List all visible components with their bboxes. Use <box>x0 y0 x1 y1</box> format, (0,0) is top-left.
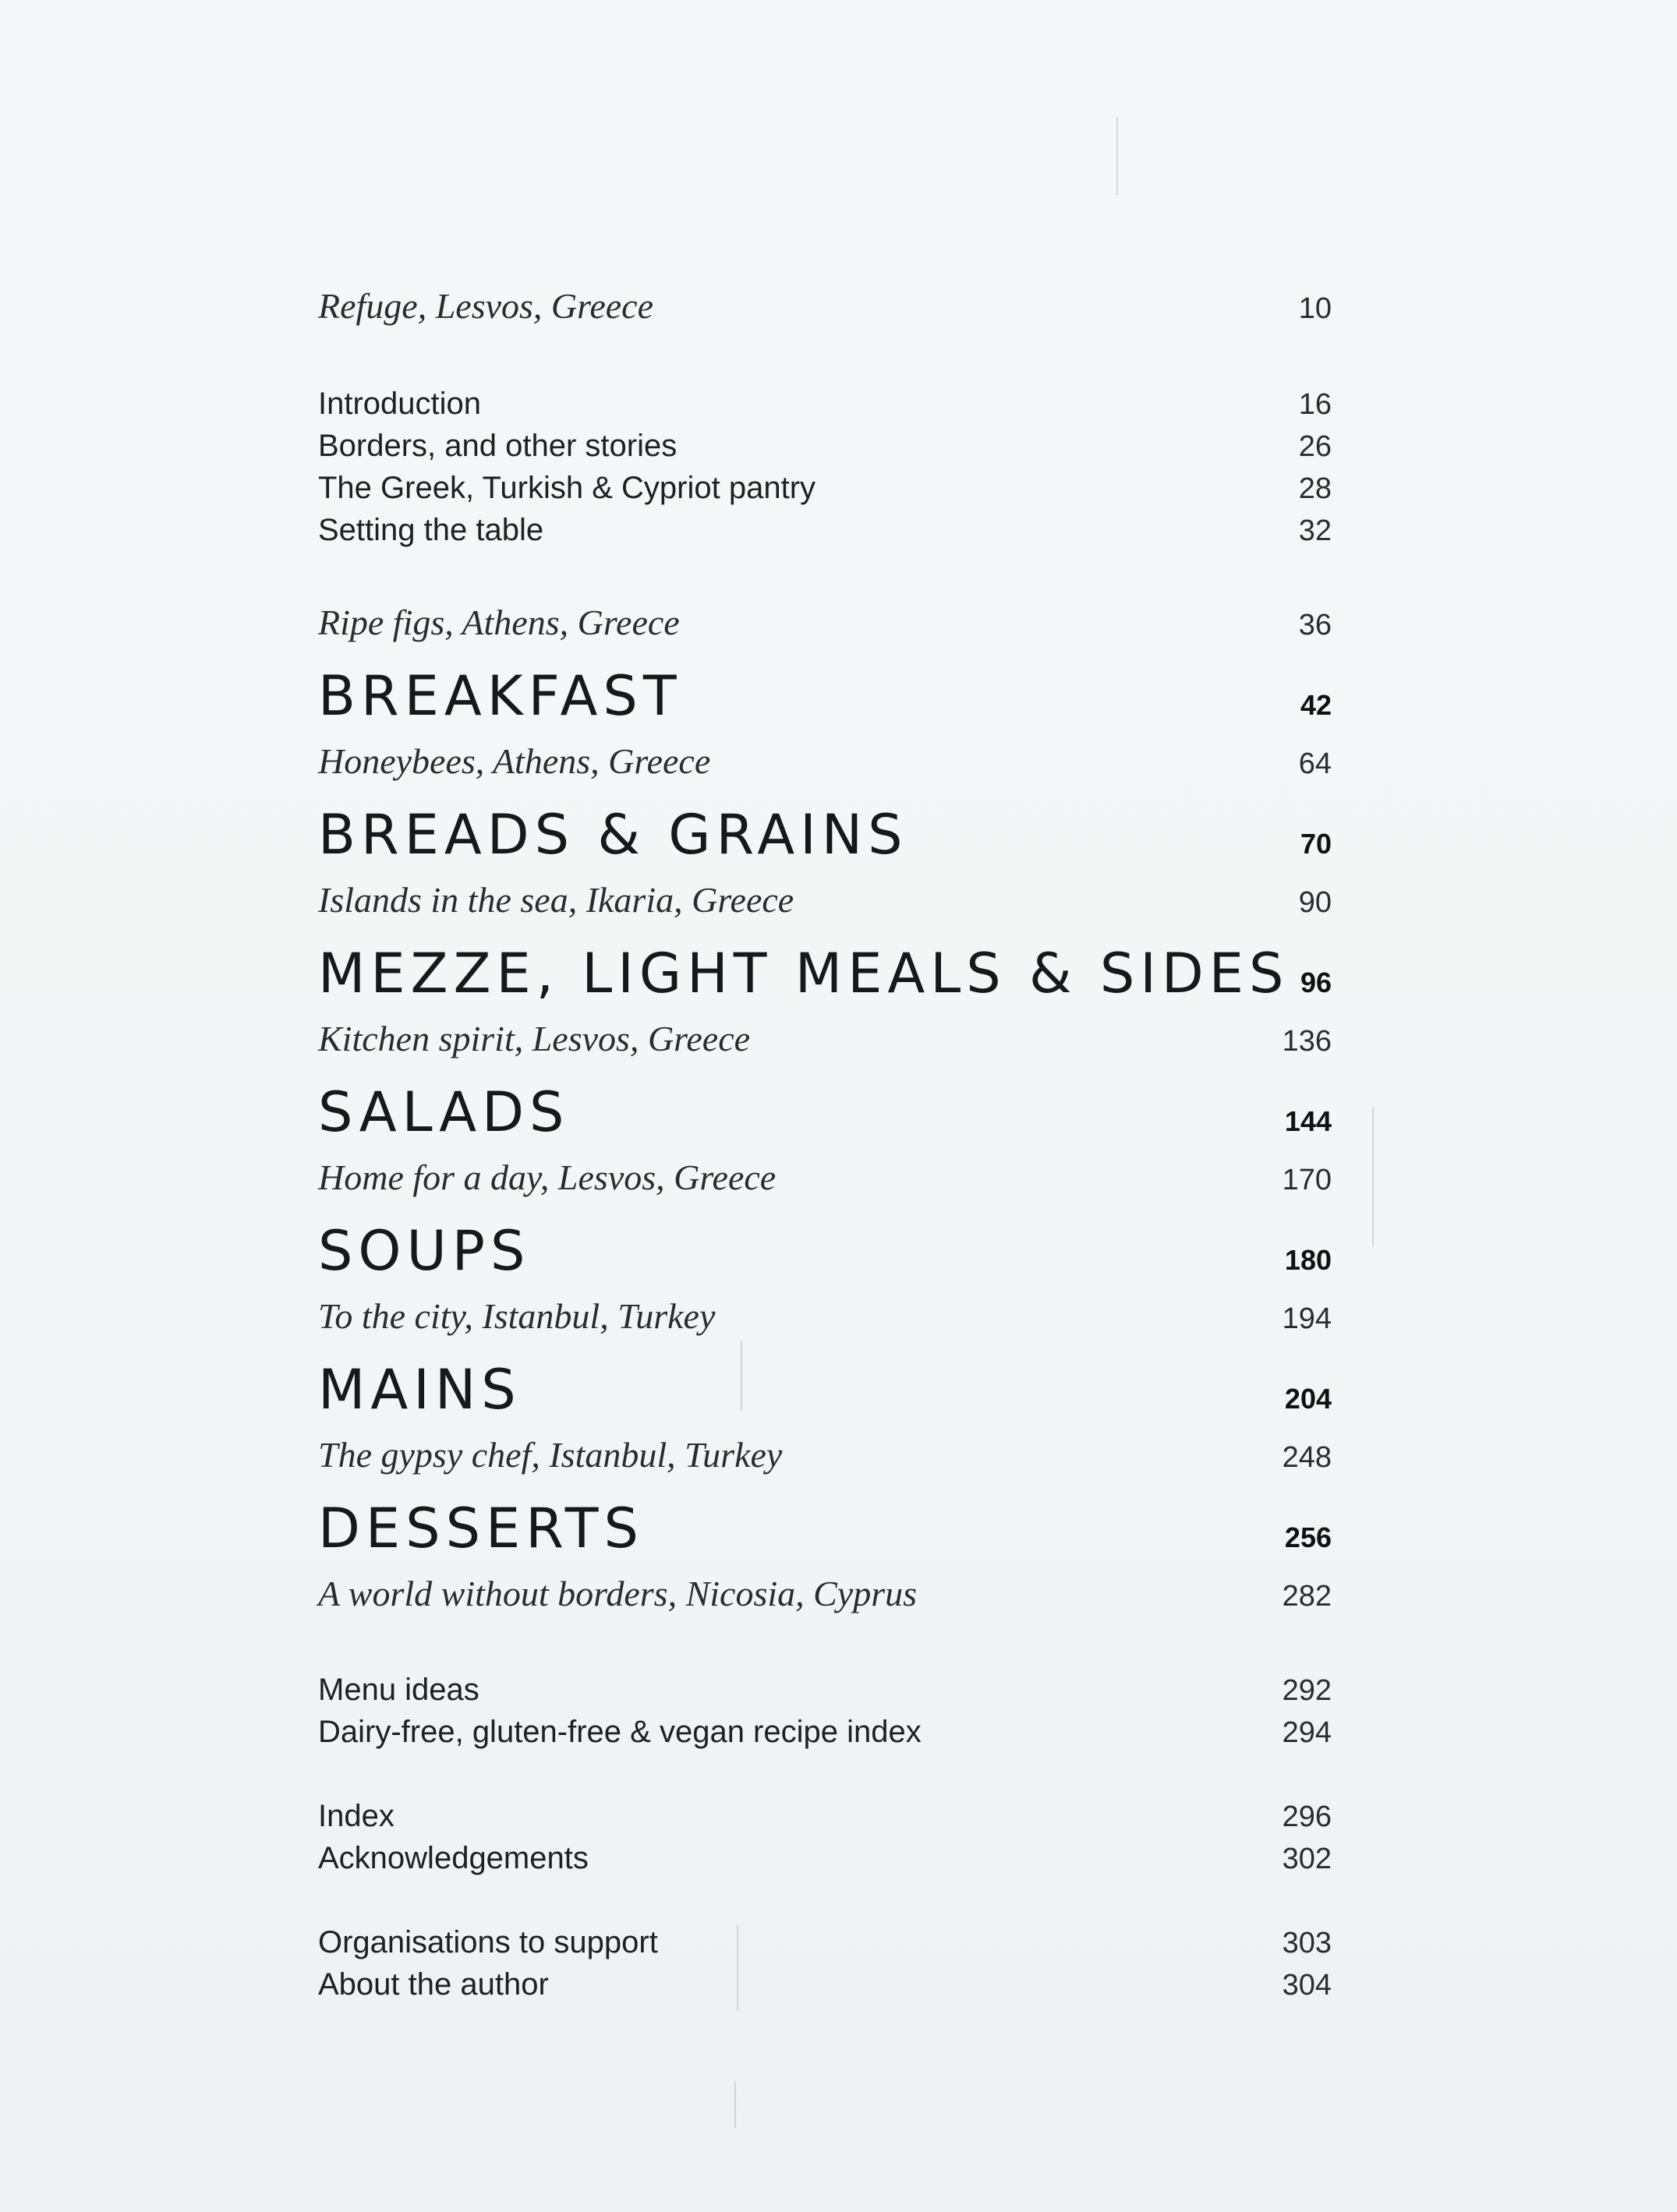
entry-page-number: 248 <box>1282 1441 1332 1474</box>
entry-title: Organisations to support <box>318 1925 658 1959</box>
toc-entry[interactable] <box>318 1967 1332 2002</box>
entry-title: Dairy-free, gluten-free & vegan recipe index <box>318 1715 922 1749</box>
chapter-page-number: 70 <box>1300 828 1332 860</box>
toc-entry[interactable] <box>318 1799 1332 1834</box>
toc-entry[interactable] <box>318 1841 1332 1876</box>
entry-title: Ripe figs, Athens, Greece <box>318 602 680 642</box>
toc-chapter-entry[interactable] <box>318 942 1332 1005</box>
paper-scuff <box>1372 1107 1374 1247</box>
entry-page-number: 292 <box>1282 1674 1332 1707</box>
toc-chapter-entry[interactable] <box>318 1219 1332 1283</box>
entry-page-number: 16 <box>1298 388 1332 421</box>
entry-page-number: 136 <box>1282 1025 1332 1058</box>
entry-page-number: 304 <box>1282 1969 1332 2002</box>
entry-title: Setting the table <box>318 513 544 547</box>
chapter-page-number: 144 <box>1284 1105 1332 1137</box>
toc-chapter-entry[interactable] <box>318 664 1332 728</box>
entry-title: Home for a day, Lesvos, Greece <box>318 1157 777 1197</box>
toc-essay-entry[interactable] <box>318 1573 1332 1614</box>
entry-title: Kitchen spirit, Lesvos, Greece <box>318 1019 751 1058</box>
toc-entry[interactable] <box>318 1925 1332 1960</box>
toc-essay-entry[interactable] <box>318 602 1332 643</box>
toc-entry[interactable] <box>318 513 1332 548</box>
entry-page-number: 170 <box>1282 1164 1332 1196</box>
entry-page-number: 10 <box>1298 292 1332 325</box>
entry-title: The gypsy chef, Istanbul, Turkey <box>318 1435 783 1475</box>
entry-title: Menu ideas <box>318 1673 479 1707</box>
toc-essay-entry[interactable] <box>318 740 1332 782</box>
toc-essay-entry[interactable] <box>318 879 1332 920</box>
toc-entry[interactable] <box>318 429 1332 464</box>
entry-page-number: 194 <box>1282 1302 1332 1335</box>
chapter-title: DESSERTS <box>318 1496 644 1560</box>
entry-title: Index <box>318 1799 394 1833</box>
chapter-page-number: 180 <box>1284 1244 1332 1276</box>
entry-title: About the author <box>318 1967 549 2002</box>
entry-title: To the city, Istanbul, Turkey <box>318 1296 716 1336</box>
entry-page-number: 282 <box>1282 1580 1332 1613</box>
entry-page-number: 28 <box>1298 472 1332 505</box>
chapter-title: MAINS <box>318 1358 522 1422</box>
entry-title: A world without borders, Nicosia, Cyprus <box>318 1574 918 1613</box>
entry-title: Refuge, Lesvos, Greece <box>318 286 654 326</box>
toc-essay-entry[interactable] <box>318 1018 1332 1059</box>
toc-entry[interactable] <box>318 471 1332 506</box>
entry-page-number: 36 <box>1298 609 1332 641</box>
toc-entry[interactable] <box>318 387 1332 422</box>
paper-scuff <box>734 2081 736 2128</box>
chapter-page-number: 256 <box>1284 1521 1332 1553</box>
entry-title: Acknowledgements <box>318 1841 589 1875</box>
entry-title: Introduction <box>318 387 482 421</box>
chapter-page-number: 96 <box>1300 966 1332 998</box>
chapter-title: SOUPS <box>318 1219 531 1283</box>
entry-page-number: 296 <box>1282 1800 1332 1833</box>
entry-page-number: 32 <box>1298 514 1332 547</box>
toc-chapter-entry[interactable] <box>318 1358 1332 1422</box>
toc-chapter-entry[interactable] <box>318 1080 1332 1144</box>
toc-essay-entry[interactable] <box>318 1295 1332 1337</box>
chapter-title: BREADS & GRAINS <box>318 803 908 867</box>
entry-page-number: 26 <box>1298 430 1332 463</box>
entry-page-number: 302 <box>1282 1843 1332 1875</box>
chapter-page-number: 204 <box>1284 1383 1332 1415</box>
entry-title: Islands in the sea, Ikaria, Greece <box>318 880 794 920</box>
entry-page-number: 303 <box>1282 1927 1332 1959</box>
entry-page-number: 294 <box>1282 1716 1332 1749</box>
entry-page-number: 90 <box>1298 886 1332 919</box>
entry-title: Borders, and other stories <box>318 429 678 463</box>
toc-entry[interactable] <box>318 1673 1332 1708</box>
entry-page-number: 64 <box>1298 747 1332 780</box>
chapter-title: MEZZE, LIGHT MEALS & SIDES <box>318 942 1290 1005</box>
toc-chapter-entry[interactable] <box>318 803 1332 867</box>
chapter-title: SALADS <box>318 1080 570 1144</box>
chapter-page-number: 42 <box>1300 689 1332 721</box>
toc-essay-entry[interactable] <box>318 1157 1332 1198</box>
paper-scuff <box>1116 117 1118 195</box>
toc-essay-entry[interactable] <box>318 285 1332 327</box>
toc-essay-entry[interactable] <box>318 1434 1332 1475</box>
entry-title: The Greek, Turkish & Cypriot pantry <box>318 471 816 505</box>
entry-title: Honeybees, Athens, Greece <box>318 741 711 781</box>
chapter-title: BREAKFAST <box>318 664 682 728</box>
toc-chapter-entry[interactable] <box>318 1496 1332 1560</box>
toc-entry[interactable] <box>318 1715 1332 1750</box>
